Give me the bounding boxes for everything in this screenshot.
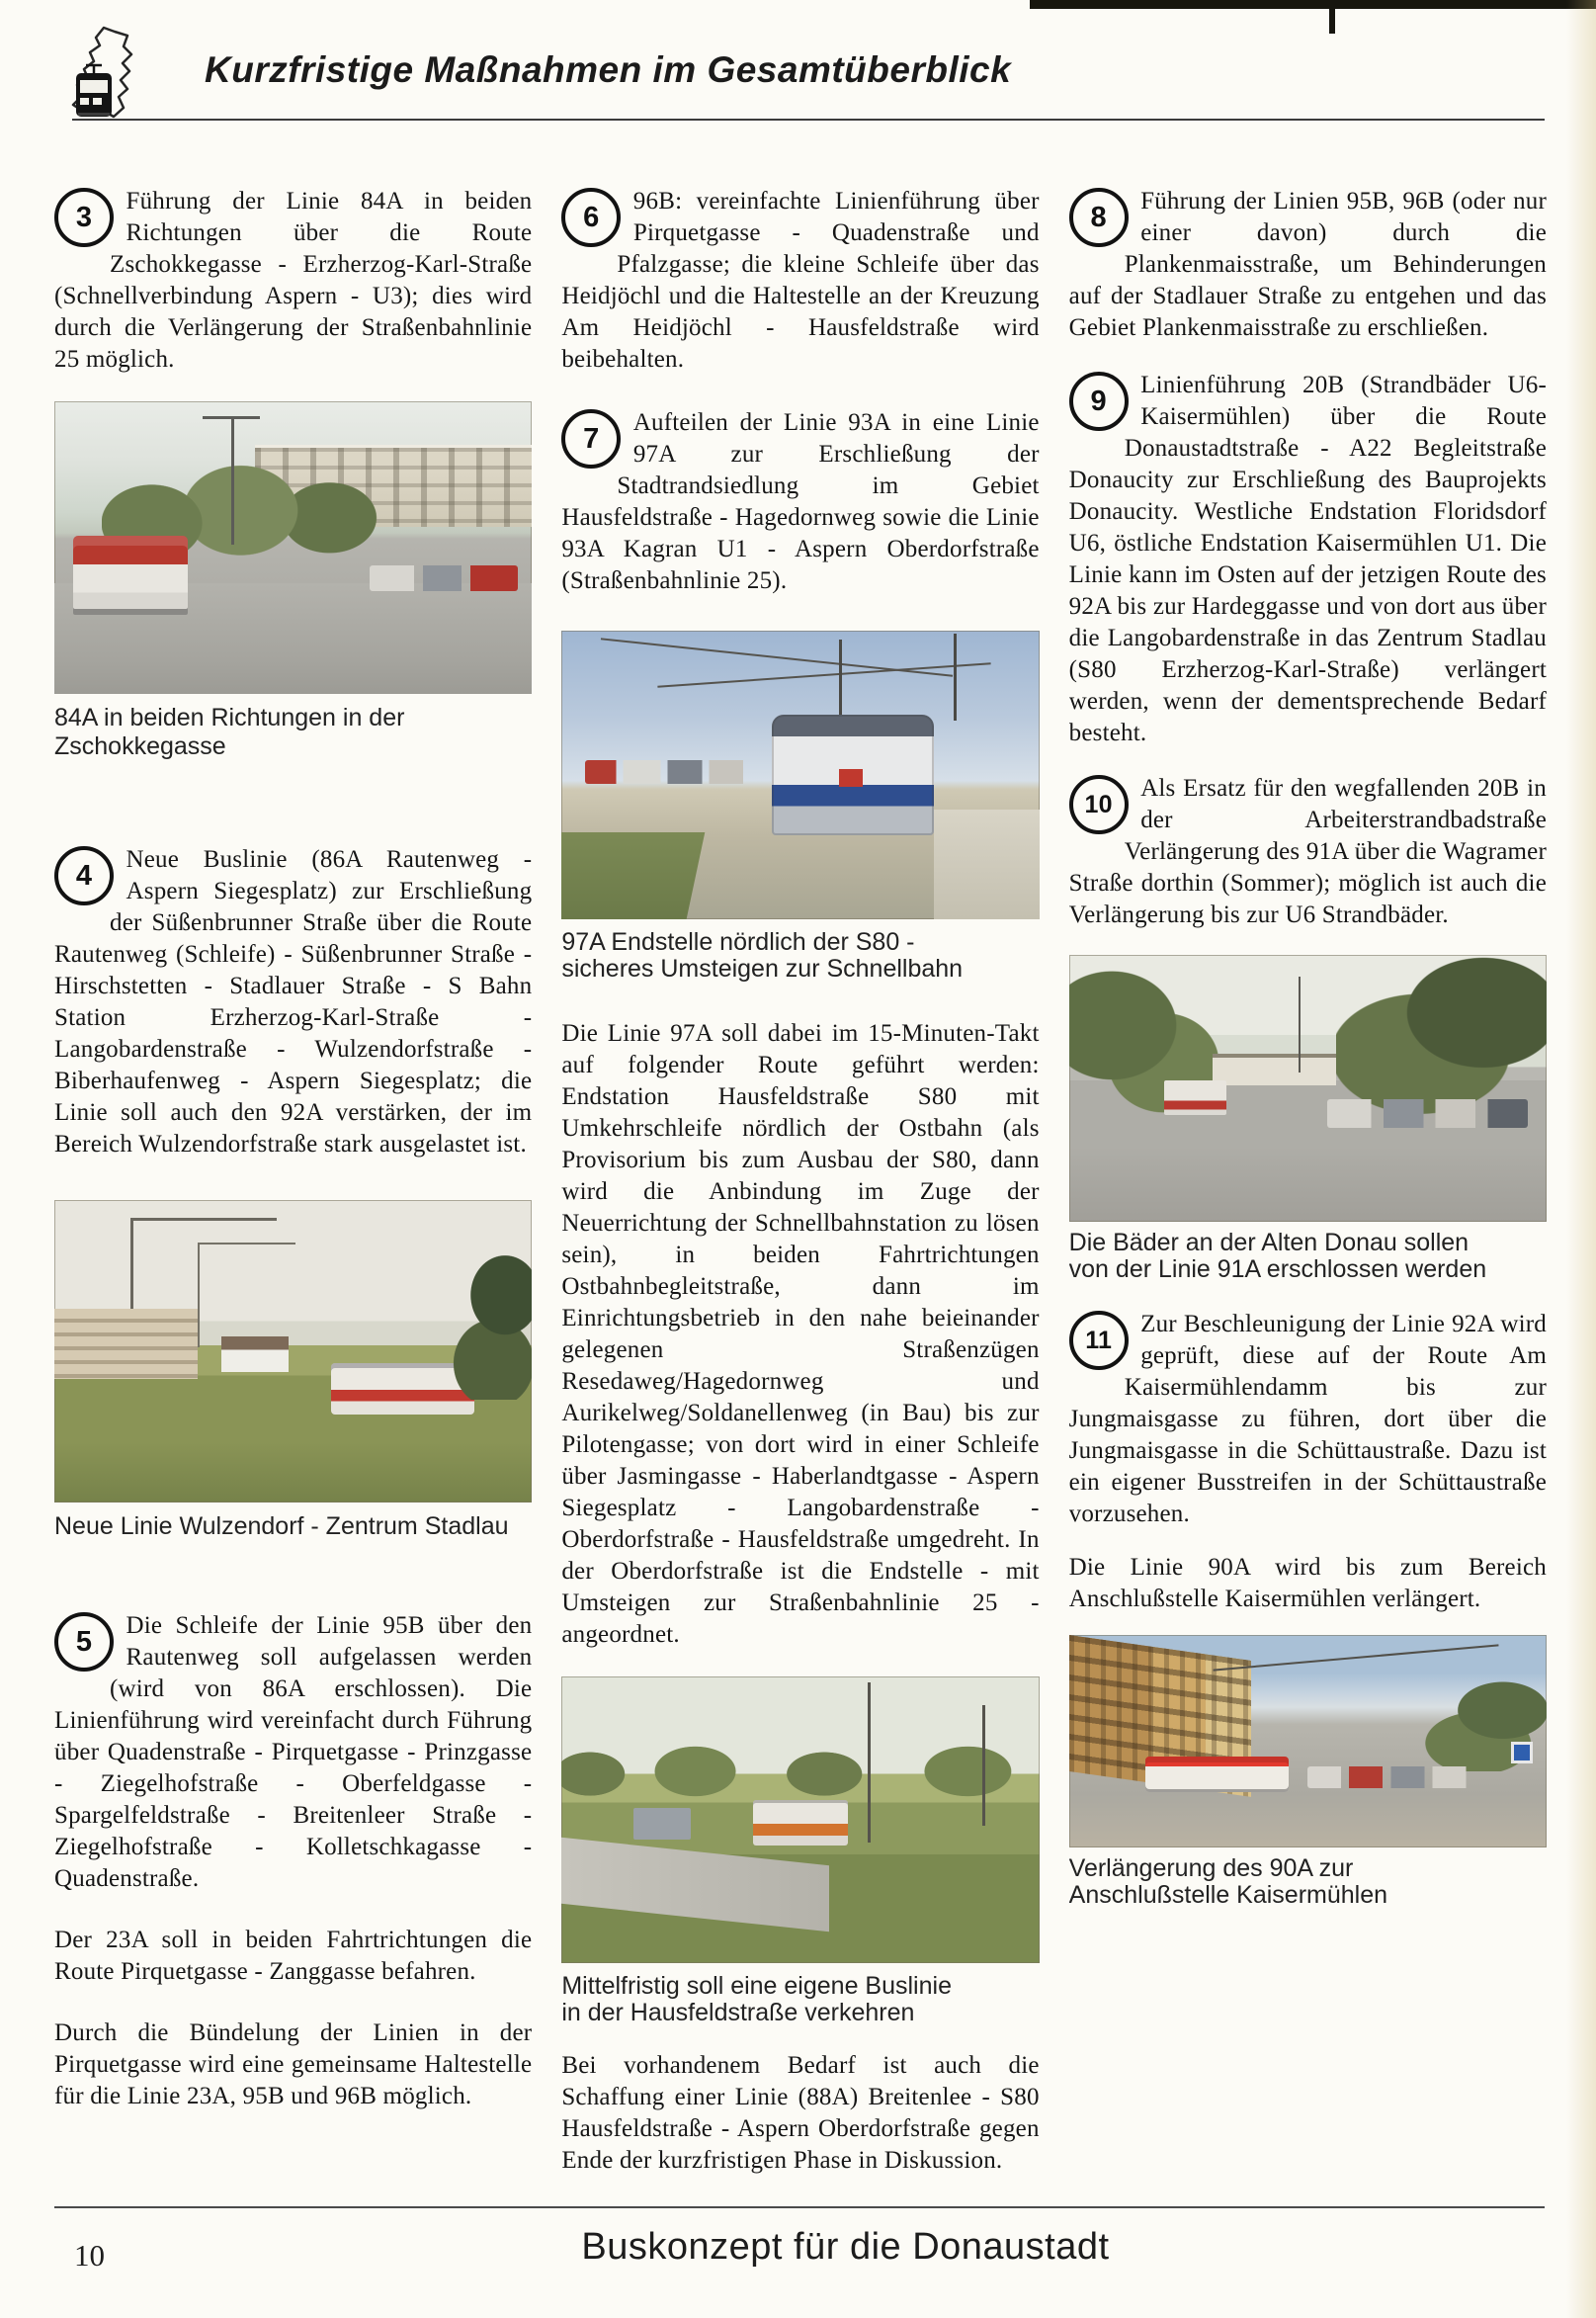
item-3-number-badge: 3	[54, 188, 114, 247]
photo2-building-shape	[54, 1309, 198, 1378]
photo4-truck-shape	[633, 1808, 691, 1840]
photo-hausfeldstrasse-buslinie	[561, 1676, 1039, 1963]
item-10-number-badge: 10	[1069, 775, 1129, 834]
caption-hausfeld-line2: in der Hausfeldstraße verkehren	[561, 1999, 915, 2026]
photo-baeder-alte-donau	[1069, 955, 1547, 1222]
photo3-catenary-wire-shape	[601, 639, 953, 677]
measure-item-4	[54, 844, 532, 1160]
photo3-mast2-shape	[954, 634, 957, 721]
item-6-number-badge: 6	[561, 188, 621, 247]
photo2-house-shape	[221, 1336, 289, 1373]
photo3-platform-shape	[934, 810, 1039, 919]
photo-wulzendorf-construction	[54, 1200, 532, 1502]
item-6-text: 96B: vereinfachte Linienführung über Pirquetgasse - Quadenstraße und Pfalzgasse; die kleine Schleife über das Heidjöchl und die Haltestelle an der Kreuzung Am Heidjöchl - Hausfeldstraße wird beibehalten.	[561, 188, 1040, 373]
measure-item-10	[1069, 773, 1547, 931]
paragraph-buendelung: Durch die Bündelung der Linien in der Pirquetgasse wird eine gemeinsame Haltestelle für die Linie 23A, 95B und 96B möglich.	[54, 2019, 533, 2109]
caption-baeder-line2: von der Linie 91A erschlossen werden	[1068, 1255, 1487, 1283]
photo4-pole2-shape	[982, 1705, 985, 1826]
photo3-grass-shape	[561, 832, 705, 919]
page-title: Kurzfristige Maßnahmen im Gesamtüberblick	[205, 49, 1012, 90]
photo6-overhead-wire-shape	[1213, 1644, 1498, 1671]
photo5-bus-shape	[1164, 1080, 1226, 1115]
measure-item-8	[1069, 186, 1547, 344]
photo6-bus-shape	[1145, 1757, 1289, 1793]
header-divider	[72, 119, 1545, 121]
item-11-text: Zur Beschleunigung der Linie 92A wird geprüft, diese auf der Route Am Kaisermühlendamm bis zur Jungmaisgasse zu führen, dort über die Jungmaisgasse in die Schüttaustraße. Dazu ist ein eigener Busstreifen in der Schüttaustraße vorzusehen.	[1068, 1311, 1547, 1527]
measure-item-3	[54, 186, 532, 376]
footer-title: Buskonzept für die Donaustadt	[581, 2226, 1110, 2268]
scan-edge-tint	[1566, 0, 1596, 2318]
photo-84a-zschokkegasse	[54, 401, 532, 694]
item-7-number-badge: 7	[561, 409, 621, 469]
paragraph-97a-route: Die Linie 97A soll dabei im 15-Minuten-Takt auf folgender Route geführt werden: Endstation Hausfeldstraße S80 mit Umkehrschleife nördlich der Ostbahn (als Provisorium bis zum Ausbau der S80, dann wird die Anbindung im Zuge der Neuerrichtung der Schnellbahnstation zu lösen sein), in beiden Fahrtrichtungen Ostbahnbegleitstraße, dann im Einrichtungsbetrieb in den nahe beieinander gelegenen Straßenzügen Resedaweg/Hagedornweg und Aurikelweg/Soldanellenweg (in Bau) bis zur Pilotengasse; von dort wird in einer Schleife über Jasmingasse - Haberlandtgasse - Aspern Siegesplatz - Langobardenstraße - Oberdorfstraße - Hausfeldstraße umgedreht. In der Oberdorfstraße ist die Endstelle - mit Umsteigen zur Straßenbahnlinie 25 - angeordnet.	[561, 1020, 1040, 1648]
page-number: 10	[74, 2238, 105, 2273]
caption-90a-line2: Anschlußstelle Kaisermühlen	[1068, 1881, 1388, 1909]
measure-item-5	[54, 1610, 532, 1895]
caption-97a-line2: sicheres Umsteigen zur Schnellbahn	[561, 955, 964, 983]
caption-baeder-line1: Die Bäder an der Alten Donau sollen	[1068, 1229, 1470, 1256]
page-footer	[0, 2206, 1596, 2318]
caption-97a-line1: 97A Endstelle nördlich der S80 -	[561, 928, 915, 956]
figure-90a-verlaengerung	[1069, 1635, 1547, 1909]
photo6-cars-shape	[1307, 1766, 1474, 1788]
photo2-crane2-shape	[198, 1243, 295, 1347]
measure-item-7	[561, 407, 1039, 597]
column-3	[1069, 186, 1547, 2206]
photo5-cars-shape	[1327, 1099, 1528, 1129]
paragraph-88a: Bei vorhandenem Bedarf ist auch die Schaffung einer Linie (88A) Breitenlee - S80 Hausfeldstraße - Aspern Oberdorfstraße gegen Ende der kurzfristigen Phase in Diskussion.	[561, 2052, 1040, 2174]
photo-caption-97a	[561, 929, 1039, 983]
caption-hausfeld-line1: Mittelfristig soll eine eigene Buslinie	[561, 1972, 952, 2000]
paragraph-23a: Der 23A soll in beiden Fahrtrichtungen die Route Pirquetgasse - Zanggasse befahren.	[54, 1927, 533, 1985]
figure-baeder-alte-donau	[1069, 955, 1547, 1283]
figure-wulzendorf	[54, 1200, 532, 1541]
photo-caption-90a	[1069, 1855, 1547, 1909]
photo4-pole-shape	[868, 1682, 871, 1843]
item-5-number-badge: 5	[54, 1612, 114, 1672]
paragraph-90a: Die Linie 90A wird bis zum Bereich Anschlußstelle Kaisermühlen verlängert.	[1068, 1554, 1547, 1612]
photo1-cars-shape	[370, 565, 518, 592]
figure-84a	[54, 401, 532, 761]
footer-divider	[54, 2206, 1545, 2208]
photo3-cars-shape	[585, 760, 757, 783]
column-2	[561, 186, 1039, 2206]
measure-item-9	[1069, 370, 1547, 749]
district-map-tram-logo	[58, 26, 179, 121]
column-1	[54, 186, 532, 2206]
photo6-traffic-sign-shape	[1511, 1742, 1533, 1763]
item-8-number-badge: 8	[1069, 188, 1129, 247]
photo5-trees-right-shape	[1336, 955, 1547, 1120]
photo4-bus-shape	[753, 1800, 849, 1846]
page-header	[54, 0, 1547, 186]
photo1-bus-shape	[73, 536, 188, 615]
photo2-trees-shape	[437, 1254, 533, 1400]
photo-caption-wulzendorf: Neue Linie Wulzendorf - Zentrum Stadlau	[54, 1512, 509, 1540]
photo5-pole-shape	[1299, 977, 1301, 1073]
three-column-layout	[54, 186, 1547, 2206]
photo-90a-kaisermuehlen	[1069, 1635, 1547, 1847]
measure-item-6	[561, 186, 1039, 376]
figure-97a-train	[561, 631, 1039, 983]
item-8-text: Führung der Linien 95B, 96B (oder nur einer davon) durch die Plankenmaisstraße, um Behinderungen auf der Stadlauer Straße zu entgehen und das Gebiet Plankenmaisstraße zu erschließen.	[1068, 188, 1547, 341]
photo4-road-shape	[561, 1838, 829, 1932]
photo-caption-hausfeldstrasse	[561, 1973, 1039, 2026]
tram-glyph	[76, 65, 112, 117]
photo-caption-baeder	[1069, 1230, 1547, 1283]
measure-item-11	[1069, 1309, 1547, 1530]
photo5-building-shape	[1213, 1054, 1337, 1085]
photo-caption-84a: 84A in beiden Richtungen in der Zschokkegasse	[54, 704, 405, 760]
item-4-number-badge: 4	[54, 846, 114, 905]
item-4-text: Neue Buslinie (86A Rautenweg - Aspern Siegesplatz) zur Erschließung der Süßenbrunner Straße über die Route Rautenweg (Schleife) - Süßenbrunner Straße - Hirschstetten - Stadlauer Straße - S Bahn Station Erzherzog-Karl-Straße - Langobardenstraße - Wulzendorfstraße - Biberhaufenweg - Aspern Siegesplatz; die Linie soll auch den 92A verstärken, der im Bereich Wulzendorfstraße stark ausgelastet ist.	[54, 846, 533, 1158]
figure-hausfeldstrasse	[561, 1676, 1039, 2026]
item-7-text: Aufteilen der Linie 93A in eine Linie 97A zur Erschließung der Stadtrandsiedlung im Gebiet Hausfeldstraße - Hagedornweg sowie die Linie 93A Kagran U1 - Aspern Oberdorfstraße (Straßenbahnlinie 25).	[561, 409, 1040, 594]
item-5-text: Die Schleife der Linie 95B über den Rautenweg soll aufgelassen werden (wird von 86A erschlossen). Die Linienführung wird vereinfacht durch Führung über Quadenstraße - Pirquetgasse - Prinzgasse - Ziegelhofstraße - Oberfeldgasse - Spargelfeldstraße - Breitenleer Straße - Ziegelhofstraße - Kolletschkagasse - Quadenstraße.	[54, 1612, 533, 1892]
item-11-number-badge: 11	[1069, 1311, 1129, 1370]
photo-97a-endstelle-train	[561, 631, 1039, 919]
item-3-text: Führung der Linie 84A in beiden Richtungen über die Route Zschokkegasse - Erzherzog-Karl-Straße (Schnellverbindung Aspern - U3); dies wird durch die Verlängerung der Straßenbahnlinie 25 möglich.	[54, 188, 533, 373]
photo3-train-logo-shape	[839, 769, 863, 787]
item-10-text: Als Ersatz für den wegfallenden 20B in der Arbeiterstrandbadstraße Verlängerung des 91A über die Wagramer Straße dorthin (Sommer); möglich ist auch die Verlängerung bis zur U6 Strandbäder.	[1068, 775, 1547, 928]
photo4-treeline-shape	[561, 1746, 1039, 1797]
item-9-number-badge: 9	[1069, 372, 1129, 431]
photo1-streetlamp-shape	[231, 416, 234, 545]
item-9-text: Linienführung 20B (Strandbäder U6-Kaisermühlen) über die Route Donaustadtstraße - A22 Begleitstraße Donaucity zur Erschließung des Bauprojekts Donaucity. Westliche Endstation Floridsdorf U6, östliche Endstation Kaisermühlen U1. Die Linie kann im Osten auf der jetzigen Route des 92A bis zur Hardeggasse und von dort aus über die Langobardenstraße in das Zentrum Stadlau (S80 Erzherzog-Karl-Straße) verlängert werden, wenn der dementsprechende Bedarf besteht.	[1068, 372, 1547, 746]
caption-90a-line1: Verlängerung des 90A zur	[1068, 1854, 1354, 1882]
